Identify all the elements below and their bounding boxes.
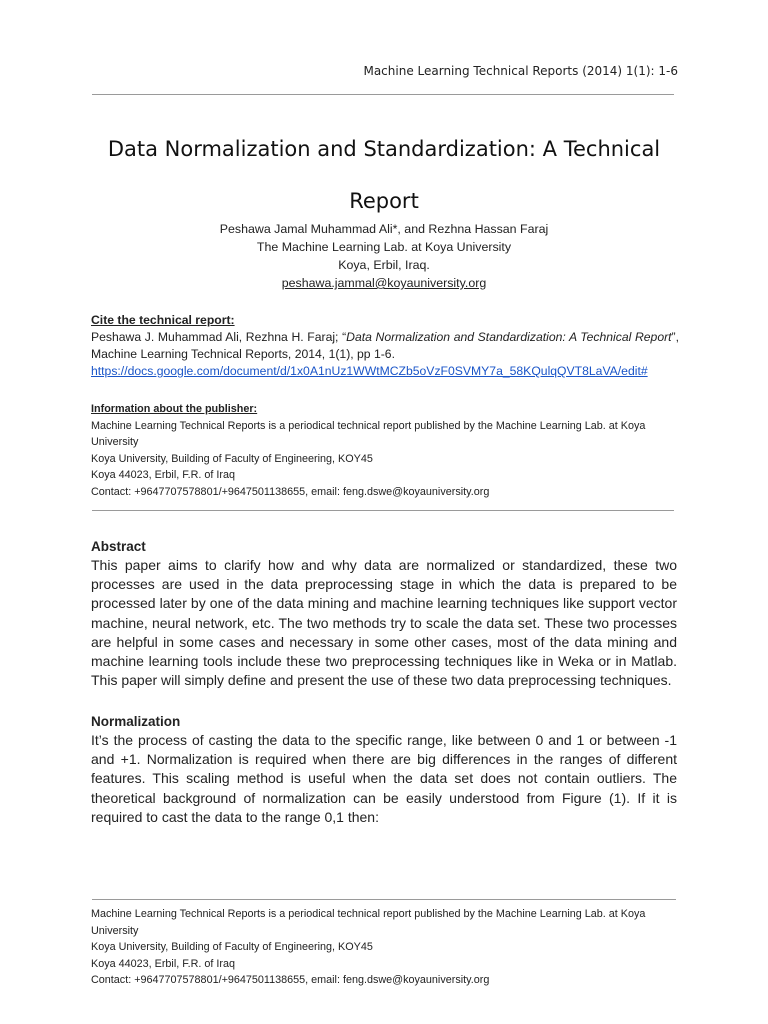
page-footer <box>91 906 679 989</box>
publisher-divider <box>92 510 674 511</box>
citation-block <box>91 312 679 380</box>
footer-description: Machine Learning Technical Reports is a periodical technical report published by the Machine Learning Lab. at Koya University <box>91 908 646 937</box>
normalization-section <box>91 712 677 827</box>
abstract-text: This paper aims to clarify how and why data are normalized or standardized, these two processes are used in the data preprocessing stage in which the data is prepared to be processed later by one of the data mining and machine learning techniques like support vector machine, neural network, etc. The two methods try to scale the data set. These two processes are helpful in some cases and necessary in some other cases, most of the data mining and machine learning tools include these two preprocessing techniques like in Weka or in Matlab. This paper will simply define and present the use of these two data preprocessing techniques. <box>91 557 677 689</box>
header-divider <box>92 94 674 95</box>
author-location: Koya, Erbil, Iraq. <box>338 258 430 272</box>
normalization-text: It’s the process of casting the data to the specific range, like between 0 and 1 or between -1 and +1. Normalization is required when there are big differences in the ranges of different features. This scaling method is useful when the data set does not contain outliers. The theoretical background of normalization can be easily understood from Figure (1). If it is required to cast the data to the range 0,1 then: <box>91 732 677 825</box>
running-header: Machine Learning Technical Reports (2014) 1(1): 1-6 <box>363 64 678 78</box>
publisher-description: Machine Learning Technical Reports is a periodical technical report published by the Machine Learning Lab. at Koya University <box>91 419 646 448</box>
publisher-city: Koya 44023, Erbil, F.R. of Iraq <box>91 469 236 481</box>
footer-divider <box>92 899 676 900</box>
citation-url-link[interactable]: https://docs.google.com/document/d/1x0A1nUz1WWtMCZb5oVzF0SVMY7a_58KQulqQVT8LaVA/edit# <box>91 364 648 378</box>
publisher-contact: Contact: +9647707578801/+9647501138655, email: feng.dswe@koyauniversity.org <box>91 485 490 498</box>
abstract-section <box>91 537 677 690</box>
publisher-address: Koya University, Building of Faculty of Engineering, KOY45 <box>91 452 373 465</box>
citation-authors: Peshawa J. Muhammad Ali, Rezhna H. Faraj; “ <box>91 330 347 344</box>
footer-city: Koya 44023, Erbil, F.R. of Iraq <box>91 957 236 970</box>
normalization-heading: Normalization <box>91 714 181 729</box>
publisher-heading: Information about the publisher: <box>91 403 258 415</box>
paper-title <box>90 123 678 227</box>
abstract-heading: Abstract <box>91 539 146 554</box>
citation-heading: Cite the technical report: <box>91 313 235 327</box>
author-email-link[interactable]: peshawa.jammal@koyauniversity.org <box>281 276 487 290</box>
paper-title-line-2: Report <box>349 189 419 213</box>
author-names: Peshawa Jamal Muhammad Ali*, and Rezhna Hassan Faraj <box>219 222 549 236</box>
citation-source: ”, Machine Learning Technical Reports, 2014, 1(1), pp 1-6. <box>91 330 679 361</box>
citation-title: Data Normalization and Standardization: A Technical Report <box>346 330 672 344</box>
citation-text <box>91 329 679 363</box>
publisher-info <box>91 401 679 500</box>
footer-contact: Contact: +9647707578801/+9647501138655, email: feng.dswe@koyauniversity.org <box>91 974 490 986</box>
author-affiliation: The Machine Learning Lab. at Koya University <box>256 240 512 254</box>
author-block <box>90 220 678 292</box>
footer-address: Koya University, Building of Faculty of Engineering, KOY45 <box>91 941 373 953</box>
paper-title-line-1: Data Normalization and Standardization: A Technical <box>107 137 661 161</box>
